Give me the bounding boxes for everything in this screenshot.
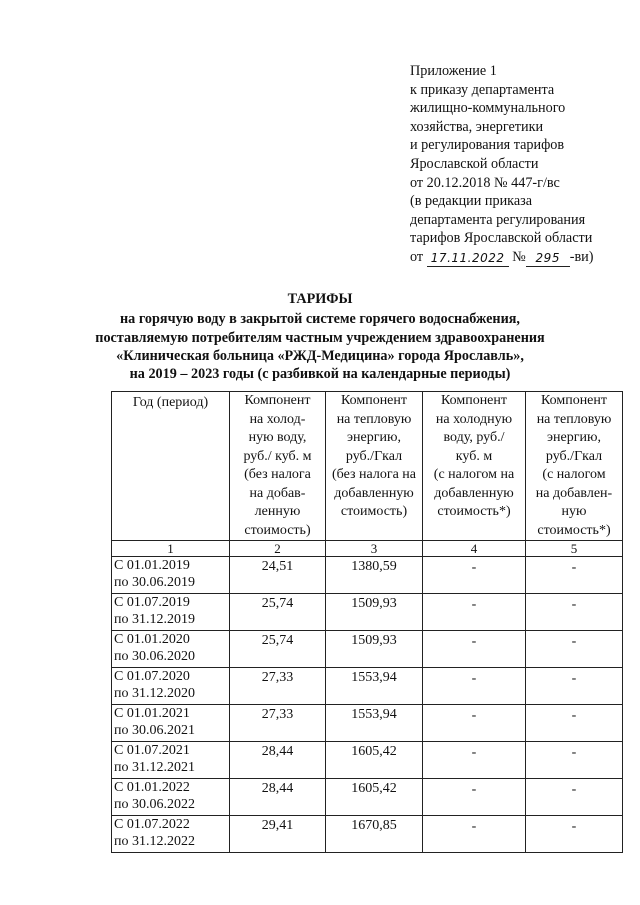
value-cell-cold-vat: -: [423, 779, 526, 816]
value-cell-heat-vat: -: [526, 705, 623, 742]
header-line: Компонент: [440, 393, 508, 408]
table-row: [112, 779, 623, 816]
header-heat-energy-vat: [526, 392, 623, 541]
value-cell-cold: 27,33: [230, 668, 326, 705]
header-line: добавленную: [334, 485, 414, 501]
value-cell-cold-vat: -: [423, 631, 526, 668]
document-title: [60, 290, 580, 383]
header-line: на добавлен-: [535, 485, 613, 501]
appendix-line: жилищно-коммунального: [410, 100, 566, 117]
header-line: Год (период): [132, 395, 209, 410]
table-row: [112, 742, 623, 779]
value-cell-heat-vat: -: [526, 594, 623, 631]
value-cell-heat-vat: -: [526, 816, 623, 853]
value-cell-cold-vat: -: [423, 705, 526, 742]
value-cell-heat: 1509,93: [326, 594, 423, 631]
value-cell-cold-vat: -: [423, 742, 526, 779]
handwritten-date: 17.11.2022: [427, 250, 509, 267]
appendix-line: департамента регулирования: [410, 211, 586, 228]
period-from: С 01.07.2021: [114, 743, 190, 758]
value-cell-cold: 28,44: [230, 742, 326, 779]
header-line: воду, руб./: [443, 430, 505, 445]
header-line: (с налогом на: [433, 467, 515, 482]
period-cell: [112, 631, 230, 668]
period-to: по 31.12.2022: [114, 834, 195, 849]
period-from: С 01.01.2019: [114, 558, 190, 573]
period-cell: [112, 742, 230, 779]
header-line: руб./ куб. м: [243, 448, 312, 464]
period-to: по 30.06.2019: [114, 575, 195, 590]
title-line: «Клиническая больница «РЖД-Медицина» города Ярославль»,: [116, 347, 524, 364]
table-row: [112, 594, 623, 631]
value-cell-cold-vat: -: [423, 668, 526, 705]
value-cell-cold: 27,33: [230, 705, 326, 742]
appendix-line: Ярославской области: [410, 155, 539, 172]
period-to: по 31.12.2020: [114, 686, 195, 701]
period-to: по 30.06.2020: [114, 649, 195, 664]
header-line: добавленную: [434, 485, 514, 501]
order-prefix: от: [410, 248, 424, 265]
table-row: [112, 816, 623, 853]
value-cell-cold: 29,41: [230, 816, 326, 853]
title-line: на горячую воду в закрытой системе горячего водоснабжения,: [120, 311, 520, 328]
appendix-block: [410, 62, 635, 267]
order-suffix: -ви): [569, 248, 594, 265]
period-cell: [112, 557, 230, 594]
table-header-row: [112, 392, 623, 541]
value-cell-heat-vat: -: [526, 779, 623, 816]
header-line: энергию,: [547, 430, 601, 445]
value-cell-heat: 1553,94: [326, 668, 423, 705]
period-to: по 30.06.2021: [114, 723, 195, 738]
column-number: 4: [423, 541, 526, 557]
header-line: на добав-: [249, 485, 306, 501]
tariff-table: [111, 391, 623, 853]
appendix-line: к приказу департамента: [410, 81, 555, 98]
header-line: руб./Гкал: [545, 448, 603, 464]
appendix-order-line: [410, 248, 635, 267]
appendix-line: и регулирования тарифов: [410, 137, 565, 154]
header-line: энергию,: [347, 430, 401, 445]
period-cell: [112, 668, 230, 705]
column-number: 5: [526, 541, 623, 557]
header-line: Компонент: [340, 393, 408, 408]
value-cell-heat-vat: -: [526, 742, 623, 779]
value-cell-heat: 1553,94: [326, 705, 423, 742]
column-number: 1: [112, 541, 230, 557]
value-cell-cold-vat: -: [423, 594, 526, 631]
value-cell-cold-vat: -: [423, 816, 526, 853]
table-row: [112, 557, 623, 594]
appendix-line: (в редакции приказа: [410, 193, 533, 210]
value-cell-cold: 25,74: [230, 631, 326, 668]
period-from: С 01.07.2022: [114, 817, 190, 832]
header-line: куб. м: [455, 448, 493, 464]
appendix-line: Приложение 1: [410, 63, 497, 79]
table-row: [112, 668, 623, 705]
period-cell: [112, 705, 230, 742]
title-line: на 2019 – 2023 годы (с разбивкой на календарные периоды): [129, 366, 511, 383]
table-row: [112, 631, 623, 668]
value-cell-heat: 1605,42: [326, 742, 423, 779]
value-cell-heat: 1670,85: [326, 816, 423, 853]
table-row: [112, 705, 623, 742]
order-number-label: №: [512, 248, 526, 265]
header-line: Компонент: [540, 393, 608, 408]
period-to: по 31.12.2019: [114, 612, 195, 627]
title-line: поставляемую потребителям частным учреждением здравоохранения: [95, 329, 545, 346]
header-line: ленную: [254, 504, 301, 519]
header-line: стоимость*): [437, 504, 511, 519]
appendix-line: хозяйства, энергетики: [410, 118, 544, 135]
header-line: (без налога: [244, 467, 311, 482]
header-line: ную воду,: [248, 430, 307, 445]
value-cell-cold: 25,74: [230, 594, 326, 631]
header-line: (без налога на: [332, 467, 416, 482]
column-number-row: [112, 541, 623, 557]
period-from: С 01.07.2020: [114, 669, 190, 684]
value-cell-cold: 24,51: [230, 557, 326, 594]
period-from: С 01.07.2019: [114, 595, 190, 610]
header-line: стоимость*): [537, 522, 611, 538]
value-cell-cold-vat: -: [423, 557, 526, 594]
header-line: на тепловую: [336, 411, 412, 427]
value-cell-heat-vat: -: [526, 631, 623, 668]
header-cold-water-vat: [423, 392, 526, 541]
header-line: на холодную: [435, 411, 513, 427]
period-cell: [112, 779, 230, 816]
header-line: ную: [561, 504, 587, 519]
column-number: 3: [326, 541, 423, 557]
header-line: руб./Гкал: [345, 448, 403, 464]
header-line: стоимость): [340, 504, 408, 519]
value-cell-heat-vat: -: [526, 668, 623, 705]
header-period: [112, 392, 230, 541]
header-line: на холод-: [249, 411, 306, 427]
header-line: на тепловую: [536, 411, 612, 427]
period-to: по 30.06.2022: [114, 797, 195, 812]
period-from: С 01.01.2021: [114, 706, 190, 721]
header-heat-energy: [326, 392, 423, 541]
appendix-line: от 20.12.2018 № 447-г/вс: [410, 174, 560, 191]
value-cell-heat: 1605,42: [326, 779, 423, 816]
header-cold-water: [230, 392, 326, 541]
value-cell-heat: 1509,93: [326, 631, 423, 668]
period-cell: [112, 816, 230, 853]
appendix-line: тарифов Ярославской области: [410, 230, 593, 247]
period-cell: [112, 594, 230, 631]
period-to: по 31.12.2021: [114, 760, 195, 775]
header-line: Компонент: [244, 393, 311, 408]
period-from: С 01.01.2022: [114, 780, 190, 795]
value-cell-heat: 1380,59: [326, 557, 423, 594]
column-number: 2: [230, 541, 326, 557]
header-line: стоимость): [244, 522, 311, 538]
handwritten-number: 295: [526, 250, 570, 267]
value-cell-cold: 28,44: [230, 779, 326, 816]
period-from: С 01.01.2020: [114, 632, 190, 647]
value-cell-heat-vat: -: [526, 557, 623, 594]
header-line: (с налогом: [542, 467, 606, 482]
title-heading: ТАРИФЫ: [287, 291, 353, 307]
